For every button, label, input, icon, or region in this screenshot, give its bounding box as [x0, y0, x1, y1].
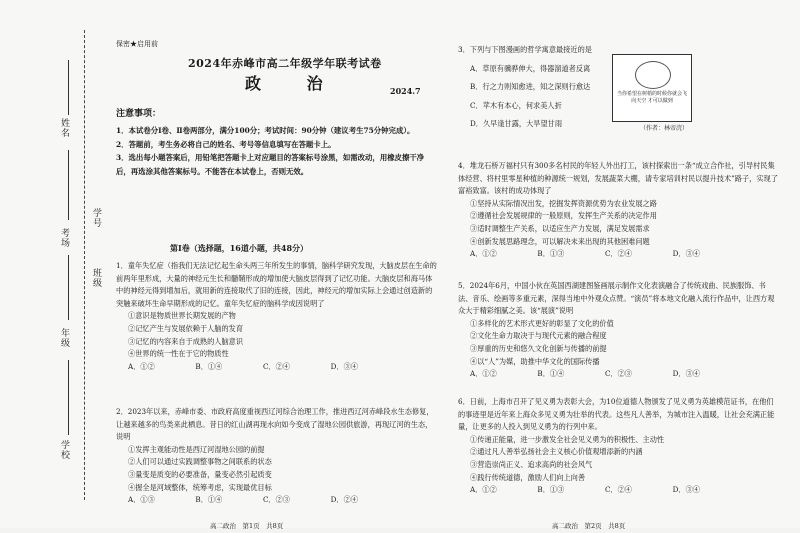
- question-stem: 6．日前，上海市召开了见义勇为表彰大会，为10位道德人物颁发了见义勇为英雄模范证书，在他们的事迹里是近年来上海众多见义勇为壮举的代表。这些凡人善举，为城市注入温暖，让社会充满正能量，让更多的人投入到见义勇为的行列中来。: [458, 397, 775, 432]
- statement-option: B．行之力则知愈进，知之深则行愈达: [470, 82, 591, 92]
- margin-label-room: 考场: [59, 228, 69, 248]
- statement-option: ④握全是河域整体，统筹考虑，实现最优目标: [128, 482, 272, 492]
- subject-title: 政 治: [245, 74, 343, 93]
- choice-d: D．③④: [330, 361, 358, 371]
- statement-option: D．久早逢甘露，大旱望甘雨: [470, 119, 563, 129]
- question-4: [458, 160, 780, 261]
- margin-label-class: 班级: [91, 268, 101, 288]
- notes-heading: 注意事项：: [116, 109, 162, 119]
- binding-margin: [0, 0, 108, 528]
- note-item: 3．选出每小题答案后，用铅笔把答题卡上对应题目的答案标号涂黑，如需改动，用橡皮擦干净后，再选涂其他答案标号。不能答在本试卷上，否则无效。: [116, 153, 425, 176]
- statement-option: ②文化生命力取决于与现代元素的融合程度: [470, 331, 607, 341]
- page-1: [110, 30, 445, 530]
- question-stem: 4．堆龙石桥万福村只有300多名村民的年轻人外出打工，该村探索出一条“成立合作社，引导村民集体经营、将村里零星种植的种源统一规划，发展蔬菜大棚，请专家培训村民以提升技术”路子，实现了富裕致富。该村的成功体现了: [458, 161, 778, 196]
- cartoon-caption: 当你希望在树梢的时候你就会飞向天空 才可以做到: [617, 91, 688, 104]
- statement-option: ①意识是物质世界长期发展的产物: [128, 311, 236, 321]
- margin-label-school: 学校: [59, 440, 69, 460]
- exam-title: 2024年赤峰市高二年级学年联考试卷: [188, 57, 382, 70]
- cartoon-illustration: [612, 54, 692, 122]
- choice-d: D．③④: [672, 249, 700, 259]
- question-5: [458, 280, 780, 381]
- answer-choices: [458, 248, 700, 261]
- question-1: [116, 260, 438, 373]
- choice-b: B．①④: [195, 495, 223, 505]
- choice-b: B．①④: [195, 361, 223, 371]
- choice-b: B．①③: [537, 249, 565, 259]
- statement-option: ①传递正能量，进一步激发全社会见义勇为的积极性、主动性: [470, 434, 665, 444]
- choice-a: A．①②: [470, 369, 497, 379]
- cartoon-author: （作者：林帝浣）: [640, 125, 689, 132]
- statement-option: ②人们可以通过实践调整事物之间联系的状态: [128, 457, 272, 467]
- statement-option: ③营造崇尚正义、追求高尚的社会风气: [470, 459, 593, 469]
- margin-label-name: 姓名: [59, 118, 69, 138]
- notes-list: [116, 124, 436, 178]
- statement-option: ④以“人”为媒，助推中华文化的国际传播: [470, 356, 600, 366]
- statement-option: ③记忆的内容来自于成熟的人脑意识: [128, 336, 244, 346]
- choice-c: C．②④: [604, 485, 632, 495]
- margin-label-id: 学号: [91, 208, 101, 228]
- statement-option: ①多样化的艺术形式更好的彰显了文化的价值: [470, 318, 614, 328]
- choice-d: D．③④: [672, 369, 700, 379]
- choice-a: A．①②: [470, 249, 497, 259]
- choice-a: A．①③: [128, 495, 155, 505]
- margin-fill-line: [68, 255, 69, 320]
- cut-line: [84, 30, 85, 500]
- choice-c: C．②③: [262, 495, 290, 505]
- statement-option: ②遵循社会发展规律的一般原则，发挥生产关系的决定作用: [470, 211, 657, 221]
- answer-choices: [458, 484, 700, 497]
- margin-label-grade: 年级: [59, 328, 69, 348]
- statement-option: ④践行传统道德，激励人们向上向善: [470, 472, 586, 482]
- page-footer: 高二政治 第2页 共8页: [552, 522, 626, 530]
- choice-d: D．②④: [330, 495, 358, 505]
- statement-option: ④创新发展思路理念，可以解决未来出现的其他困难问题: [470, 236, 650, 246]
- choice-a: A．①②: [128, 361, 155, 371]
- note-item: 2．答题前，考生务必将自己的姓名、考号等信息填写在答题卡上。: [116, 139, 336, 149]
- question-stem: 3．下列与下图漫画的哲学寓意最接近的是: [458, 45, 592, 54]
- choice-c: C．②③: [604, 369, 632, 379]
- question-stem: 1．童年失忆症（指我们无法记忆起生命头两三年所发生的事情，脑科学研究发现，大脑皮层在生命的前两年里形成，大量的神经元生长和髓鞘形成的增加使大脑皮层得到了记忆功能。大脑皮层和海马体中的神经元得到增加后，就用新的连接取代了旧的连接，因此，神经元的增加实际上会通过创造新的突触来破坏生命早期形成的记忆。童年失忆症的脑科学成因说明了: [116, 261, 437, 308]
- statement-option: ①发挥主观能动性是西辽河湿地公园的前提: [128, 444, 265, 454]
- question-6: [458, 396, 780, 497]
- choice-b: B．①③: [537, 485, 565, 495]
- margin-fill-line: [68, 150, 69, 220]
- statement-option: A．草原有骥骅伸大，得器溜道者反离: [470, 63, 591, 73]
- answer-choices: [458, 368, 700, 381]
- note-item: 1．本试卷分Ⅰ卷、Ⅱ卷两部分，满分100分；考试时间：90分钟（建议考生75分钟完成）。: [116, 126, 415, 135]
- question-2: [116, 406, 438, 507]
- section-heading: 第Ⅰ卷（选择题，16道小题，共48分）: [170, 243, 309, 253]
- choice-c: C．②④: [604, 249, 632, 259]
- question-stem: 5．2024年6月，中国小伙在英国西湖建图鉴画展示制作文化表演融合了传统戏曲、民族服饰、书法、音乐、绘画等多重元素，深得当地中外观众点赞。“演员”将本地文化融入流行作品中，让西方观众大于精彩细腻之美。该“展演”说明: [458, 281, 775, 316]
- statement-option: ③厚重的历史和悠久文化创新与传播的前提: [470, 343, 607, 353]
- cartoon-figure-icon: [635, 61, 671, 89]
- question-stem: 2．2023年以来，赤峰市委、市政府高度重视西辽河综合治理工作，推进西辽河赤峰段水生态修复，让越来越多的鸟类来此栖息。昔日的红山湖再现水向如今变成了湿地公园供旅游，再现辽河的生态，说明: [116, 407, 434, 442]
- statement-option: C．苹木有本心，何求美人折: [470, 100, 562, 110]
- secret-mark: 保密★启用前: [116, 40, 158, 48]
- question-3: [458, 44, 626, 131]
- margin-fill-line: [68, 360, 69, 435]
- choice-c: C．②④: [262, 361, 290, 371]
- choice-a: A．①②: [470, 485, 497, 495]
- statement-option: ③量变是质变的必要准备，量变必然引起质变: [128, 469, 272, 479]
- statement-option: ①坚持从实际情况出发，挖掘发挥资源优势为农业发展之路: [470, 198, 657, 208]
- answer-choices: [116, 494, 358, 507]
- choice-b: B．①④: [537, 369, 565, 379]
- answer-choices: [116, 361, 358, 374]
- statement-option: ②记忆产生与发展依赖于人脑的发育: [128, 323, 244, 333]
- statement-option: ②通过凡人善举弘扬社会主义核心价值观增添新的内涵: [470, 447, 643, 457]
- statement-option: ④世界的统一性在于它的物质性: [128, 349, 229, 359]
- statement-option: ③适时调整生产关系，以适应生产力发展，满足发展需求: [470, 223, 650, 233]
- exam-date: 2024.7: [390, 86, 421, 96]
- margin-fill-line: [68, 60, 69, 115]
- page-footer: 高二政治 第1页 共8页: [210, 522, 284, 530]
- choice-d: D．③④: [672, 485, 700, 495]
